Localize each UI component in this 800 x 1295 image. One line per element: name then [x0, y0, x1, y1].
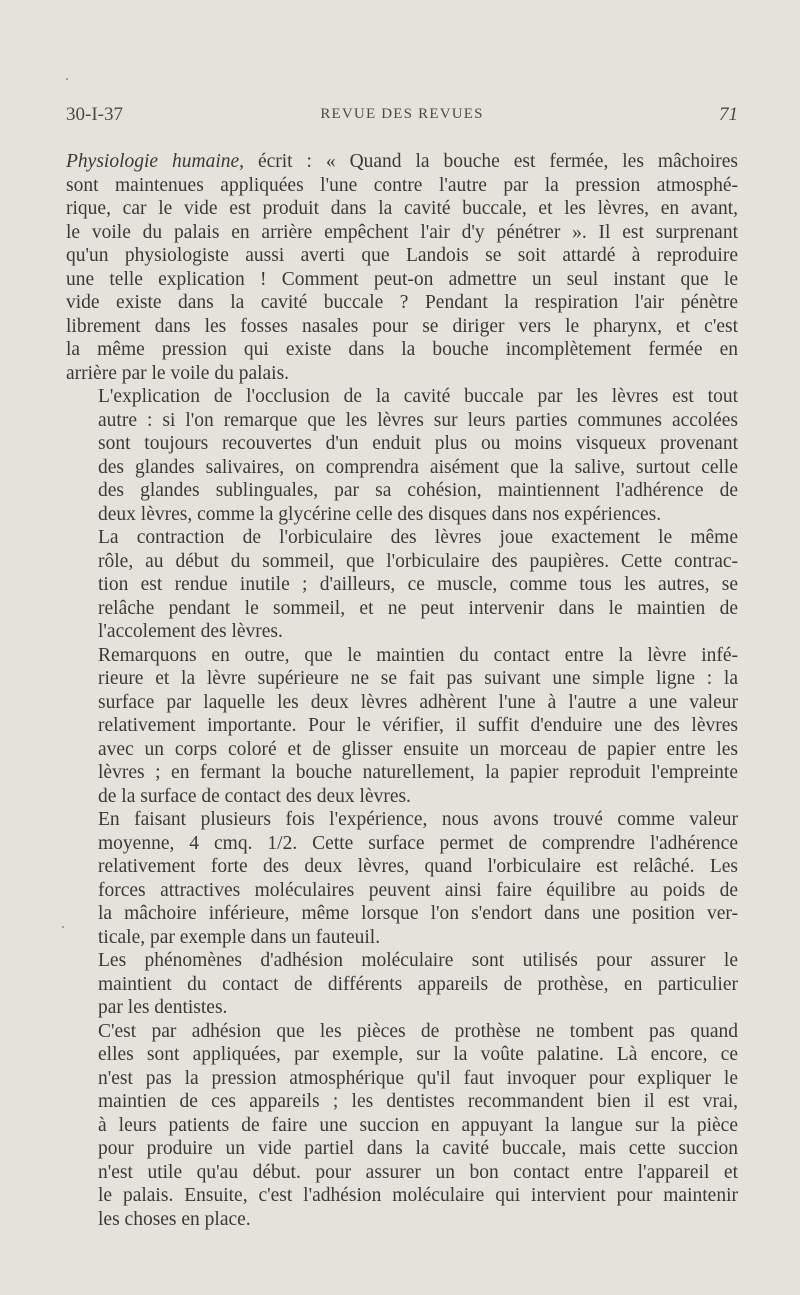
text-line: forces attractives moléculaires peuvent ainsi faire équilibre au poids de — [98, 879, 738, 901]
text-line: vide existe dans la cavité buccale ? Pendant la respiration l'air pénètre — [66, 292, 738, 313]
text-line: tion est rendue inutile ; d'ailleurs, ce muscle, comme tous les autres, se — [98, 574, 738, 595]
text-line: maintien de ces appareils ; les dentistes recommandent bien il est vrai, — [98, 1091, 738, 1112]
issue-date: 30-I-37 — [66, 104, 123, 125]
text-line: relâche pendant le sommeil, et ne peut intervenir dans le maintien de — [98, 597, 738, 619]
text-line: surface par laquelle les deux lèvres adhèrent l'une à l'autre a une valeur — [98, 691, 738, 713]
text-line: relativement forte des deux lèvres, quand l'orbiculaire est relâché. Les — [98, 856, 738, 877]
cited-work-title: Physiologie humaine, — [66, 151, 245, 172]
text-run: écrit : « Quand la bouche est fermée, les mâchoires — [244, 151, 738, 172]
text-line: les choses en place. — [98, 1208, 251, 1230]
text-line: le voile du palais en arrière empêchent l'air d'y pénétrer ». Il est surprenant — [66, 221, 738, 243]
page-number: 71 — [719, 104, 738, 125]
text-line: la mâchoire inférieure, même lorsque l'on s'endort dans une position ver- — [98, 903, 738, 924]
text-line: librement dans les fosses nasales pour se diriger vers le pharynx, et c'est — [66, 315, 738, 337]
article-body — [66, 150, 738, 1231]
text-line: qu'un physiologiste aussi averti que Landois se soit attardé à reproduire — [66, 245, 738, 266]
text-line: ticale, par exemple dans un fauteuil. — [98, 926, 381, 948]
text-line: n'est pas la pression atmosphérique qu'il faut invoquer pour expliquer le — [98, 1067, 738, 1089]
text-line: sont maintenues appliquées l'une contre l'autre par la pression atmosphé- — [66, 174, 738, 196]
text-line: lèvres ; en fermant la bouche naturellement, la papier reproduit l'empreinte — [98, 762, 738, 783]
text-line: deux lèvres, comme la glycérine celle des disques dans nos expériences. — [98, 503, 662, 525]
text-line — [66, 150, 738, 174]
text-line: L'explication de l'occlusion de la cavité buccale par les lèvres est tout — [98, 386, 738, 407]
text-line: rôle, au début du sommeil, que l'orbiculaire des paupières. Cette contrac- — [98, 550, 738, 572]
text-line: par les dentistes. — [98, 997, 228, 1018]
paragraph — [66, 526, 738, 644]
text-line: des glandes sublinguales, par sa cohésion, maintiennent l'adhérence de — [98, 480, 738, 501]
paragraph — [66, 808, 738, 949]
text-line: rieure et la lèvre supérieure ne se fait pas suivant une simple ligne : la — [98, 668, 738, 689]
paragraph — [66, 949, 738, 1020]
text-line: une telle explication ! Comment peut-on admettre un seul instant que le — [66, 268, 738, 290]
text-line: elles sont appliquées, par exemple, sur la voûte palatine. Là encore, ce — [98, 1044, 738, 1065]
text-line: l'accolement des lèvres. — [98, 621, 283, 642]
text-line: pour produire un vide partiel dans la cavité buccale, mais cette succion — [98, 1138, 738, 1159]
paragraph — [66, 150, 738, 385]
running-head — [66, 104, 738, 130]
text-line: rique, car le vide est produit dans la cavité buccale, et les lèvres, en avant, — [66, 198, 738, 219]
text-line: Les phénomènes d'adhésion moléculaire sont utilisés pour assurer le — [98, 950, 738, 971]
text-line: En faisant plusieurs fois l'expérience, nous avons trouvé comme valeur — [98, 809, 738, 830]
paragraph — [66, 385, 738, 526]
text-line: maintient du contact de différents appareils de prothèse, en particulier — [98, 973, 738, 995]
paragraph — [66, 1020, 738, 1232]
text-line: sont toujours recouvertes d'un enduit plus ou moins visqueux provenant — [98, 433, 738, 454]
text-line: le palais. Ensuite, c'est l'adhésion moléculaire qui intervient pour maintenir — [98, 1185, 738, 1206]
text-line: n'est utile qu'au début. pour assurer un bon contact entre l'appareil et — [98, 1161, 738, 1183]
text-line: à leurs patients de faire une succion en appuyant la langue sur la pièce — [98, 1114, 738, 1136]
text-line: C'est par adhésion que les pièces de prothèse ne tombent pas quand — [98, 1020, 738, 1042]
paper-speck — [66, 78, 68, 80]
text-line: de la surface de contact des deux lèvres. — [98, 785, 411, 807]
text-line: des glandes salivaires, on comprendra aisément que la salive, surtout celle — [98, 456, 738, 478]
text-line: Remarquons en outre, que le maintien du contact entre la lèvre infé- — [98, 644, 738, 666]
text-line: avec un corps coloré et de glisser ensuite un morceau de papier entre les — [98, 738, 738, 760]
text-line: la même pression qui existe dans la bouche incomplètement fermée en — [66, 339, 738, 360]
text-line: relativement importante. Pour le vérifier, il suffit d'enduire une des lèvres — [98, 715, 738, 736]
text-line: arrière par le voile du palais. — [66, 362, 290, 384]
paper-speck — [62, 926, 64, 928]
text-line: La contraction de l'orbiculaire des lèvres joue exactement le même — [98, 527, 738, 548]
paragraph — [66, 644, 738, 809]
text-line: autre : si l'on remarque que les lèvres sur leurs parties communes accolées — [98, 409, 738, 431]
journal-section-title: REVUE DES REVUES — [320, 106, 484, 122]
text-line: moyenne, 4 cmq. 1/2. Cette surface permet de comprendre l'adhérence — [98, 832, 738, 854]
